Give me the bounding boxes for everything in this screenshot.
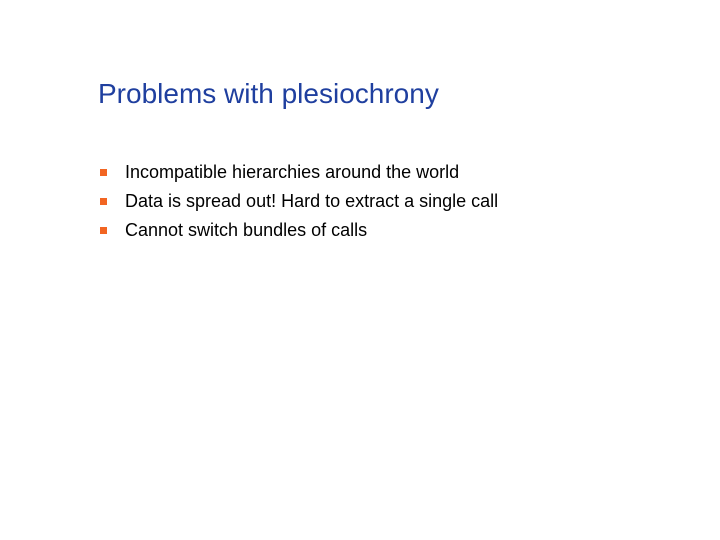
square-bullet-icon [100,227,107,234]
bullet-item [98,187,498,216]
square-bullet-icon [100,169,107,176]
bullet-item [98,216,498,245]
bullet-text: Data is spread out! Hard to extract a single call [125,191,499,211]
bullet-list [98,158,498,245]
slide-title: Problems with plesiochrony [98,78,439,109]
bullet-item [98,158,498,187]
bullet-text: Cannot switch bundles of calls [125,220,368,240]
bullet-text: Incompatible hierarchies around the world [125,162,460,182]
square-bullet-icon [100,198,107,205]
